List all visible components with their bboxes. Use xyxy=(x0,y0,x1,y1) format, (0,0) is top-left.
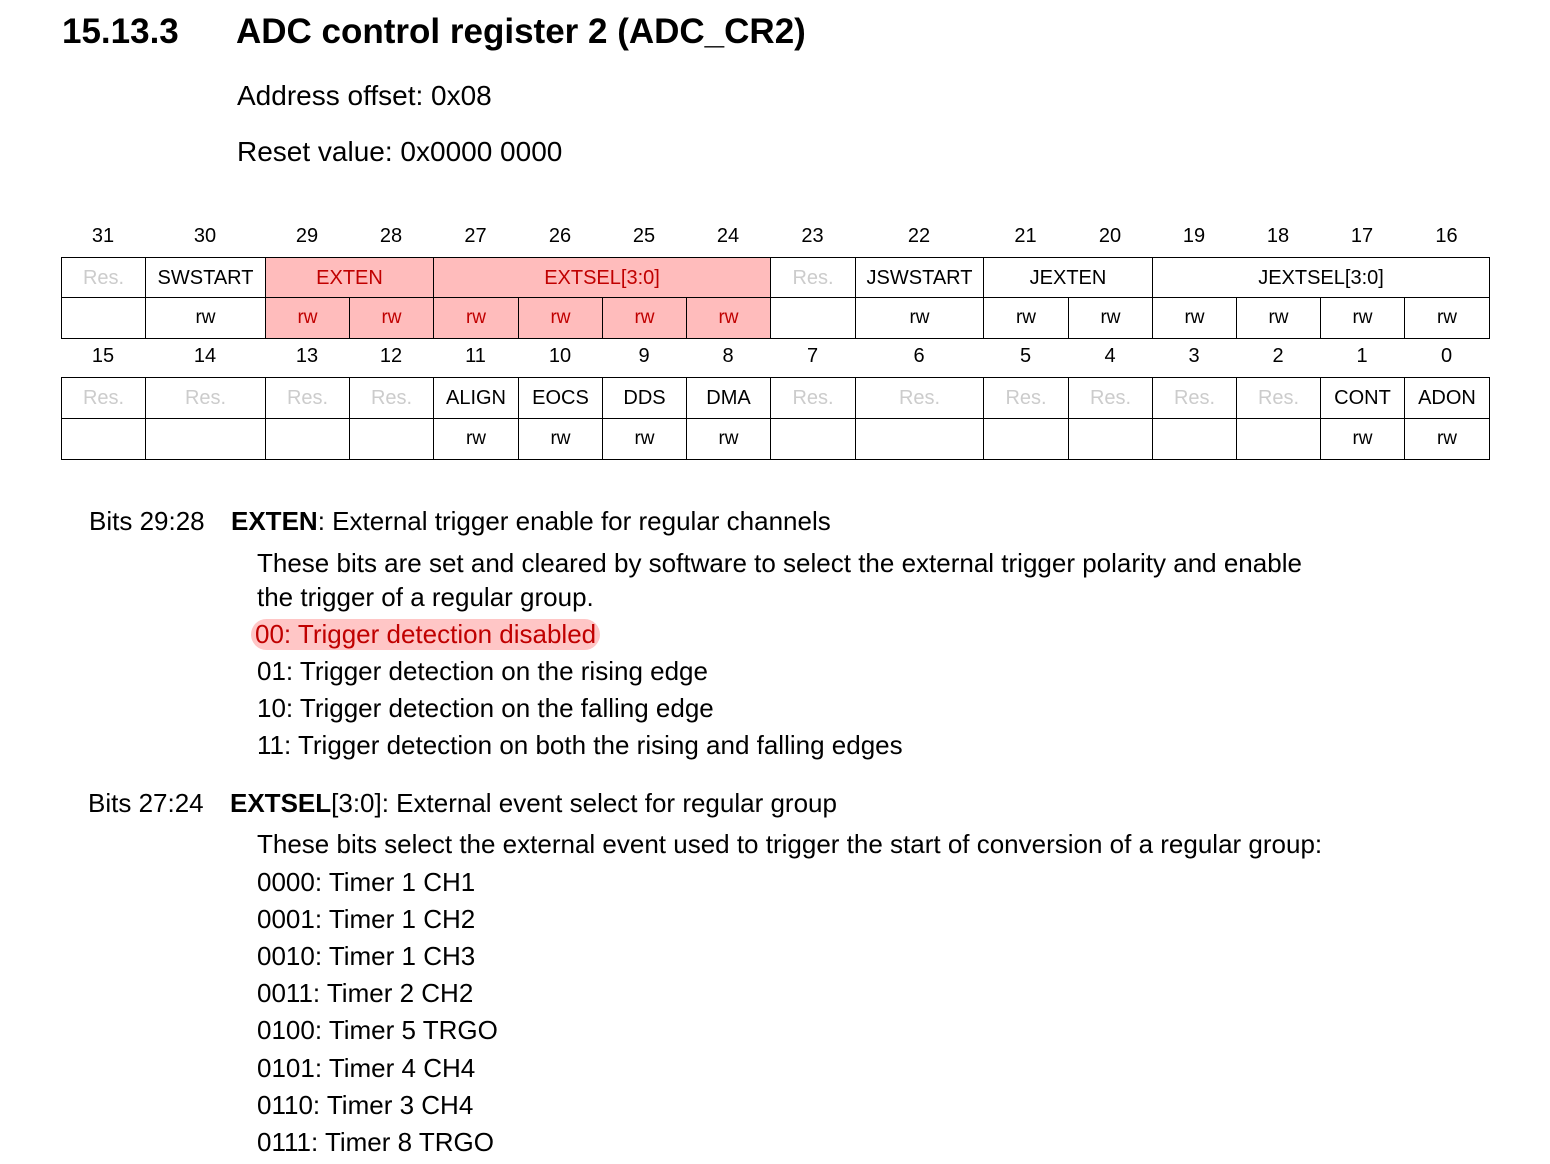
access-type xyxy=(1236,418,1321,460)
bit-number: 26 xyxy=(548,225,572,247)
reserved-field: Res. xyxy=(61,257,146,299)
reserved-field: Res. xyxy=(349,377,434,419)
access-type: rw xyxy=(1152,297,1237,339)
bit-number: 22 xyxy=(907,225,931,247)
field-swstart: SWSTART xyxy=(145,257,266,299)
access-type: rw xyxy=(602,297,687,339)
bit-number: 17 xyxy=(1350,225,1374,247)
bit-number: 13 xyxy=(295,345,319,367)
reserved-field: Res. xyxy=(770,377,856,419)
access-type xyxy=(61,297,146,339)
field-align: ALIGN xyxy=(433,377,519,419)
value-option: 11: Trigger detection on both the rising and falling edges xyxy=(257,730,903,760)
access-type: rw xyxy=(433,418,519,460)
value-option: 10: Trigger detection on the falling edge xyxy=(257,693,714,723)
section-number: 15.13.3 xyxy=(62,12,179,51)
bit-number: 14 xyxy=(193,345,217,367)
value-option: 0111: Timer 8 TRGO xyxy=(257,1127,494,1157)
access-type: rw xyxy=(1404,297,1490,339)
access-type xyxy=(349,418,434,460)
description-text: These bits are set and cleared by software to select the external trigger polarity and enable xyxy=(257,548,1302,578)
access-type: rw xyxy=(518,418,603,460)
reserved-field: Res. xyxy=(1236,377,1321,419)
bit-number: 31 xyxy=(91,225,115,247)
access-type: rw xyxy=(349,297,434,339)
bit-number: 6 xyxy=(913,345,925,367)
section-title: ADC control register 2 (ADC_CR2) xyxy=(236,12,806,51)
bit-number: 29 xyxy=(295,225,319,247)
access-type: rw xyxy=(983,297,1069,339)
access-type xyxy=(770,418,856,460)
reserved-field: Res. xyxy=(1152,377,1237,419)
reserved-field: Res. xyxy=(1068,377,1153,419)
field-cont: CONT xyxy=(1320,377,1405,419)
address-offset: Address offset: 0x08 xyxy=(237,80,492,111)
access-type: rw xyxy=(1404,418,1490,460)
access-type: rw xyxy=(855,297,984,339)
bit-number: 16 xyxy=(1435,225,1458,247)
bit-number: 4 xyxy=(1104,345,1116,367)
access-type xyxy=(1068,418,1153,460)
bit-number: 28 xyxy=(379,225,403,247)
bit-number: 25 xyxy=(632,225,656,247)
bit-number: 10 xyxy=(548,345,572,367)
bitfield-heading xyxy=(89,506,831,537)
field-dds: DDS xyxy=(602,377,687,419)
bit-number: 11 xyxy=(465,345,486,367)
bit-number: 0 xyxy=(1440,345,1453,367)
bit-number: 15 xyxy=(91,345,115,367)
value-option: 0101: Timer 4 CH4 xyxy=(257,1053,476,1083)
bit-range: Bits 27:24 xyxy=(88,788,204,818)
access-type: rw xyxy=(1320,297,1405,339)
field-jswstart: JSWSTART xyxy=(855,257,984,299)
access-type: rw xyxy=(686,418,771,460)
access-type: rw xyxy=(265,297,350,339)
field-dma: DMA xyxy=(686,377,771,419)
access-type: rw xyxy=(686,297,771,339)
access-type xyxy=(265,418,350,460)
access-type xyxy=(145,418,266,460)
field-adon: ADON xyxy=(1404,377,1490,419)
highlighted-option: 00: Trigger detection disabled xyxy=(251,619,600,650)
bit-number: 9 xyxy=(638,345,650,367)
access-type xyxy=(61,418,146,460)
value-option: 0110: Timer 3 CH4 xyxy=(257,1090,474,1120)
reserved-field: Res. xyxy=(770,257,856,299)
access-type: rw xyxy=(145,297,266,339)
reserved-field: Res. xyxy=(855,377,984,419)
field-extsel30: EXTSEL[3:0] xyxy=(433,257,771,299)
field-name: EXTEN xyxy=(231,506,318,536)
bit-number: 24 xyxy=(716,225,740,247)
value-option: 0001: Timer 1 CH2 xyxy=(257,904,476,934)
reserved-field: Res. xyxy=(145,377,266,419)
field-exten: EXTEN xyxy=(265,257,434,299)
value-option: 0000: Timer 1 CH1 xyxy=(257,867,476,897)
bit-number: 19 xyxy=(1182,225,1206,247)
reserved-field: Res. xyxy=(265,377,350,419)
bit-number: 27 xyxy=(464,225,487,247)
reserved-field: Res. xyxy=(983,377,1069,419)
bit-number: 3 xyxy=(1188,345,1200,367)
access-type: rw xyxy=(518,297,603,339)
access-type: rw xyxy=(602,418,687,460)
field-name: EXTSEL xyxy=(230,788,332,818)
reset-value: Reset value: 0x0000 0000 xyxy=(237,136,563,167)
value-option: 01: Trigger detection on the rising edge xyxy=(257,656,708,686)
access-type: rw xyxy=(1320,418,1405,460)
access-type xyxy=(983,418,1069,460)
bit-number: 12 xyxy=(379,345,403,367)
bit-number: 1 xyxy=(1356,345,1368,367)
value-option: 0010: Timer 1 CH3 xyxy=(257,941,476,971)
field-summary: [3:0]: External event select for regular group xyxy=(331,788,837,818)
bit-number: 23 xyxy=(801,225,824,247)
reserved-field: Res. xyxy=(61,377,146,419)
access-type xyxy=(855,418,984,460)
bit-number: 7 xyxy=(806,345,819,367)
access-type: rw xyxy=(1068,297,1153,339)
bit-number: 2 xyxy=(1272,345,1284,367)
value-option xyxy=(257,619,600,650)
description-text: These bits select the external event used to trigger the start of conversion of a regular group: xyxy=(257,829,1323,859)
bit-number: 18 xyxy=(1266,225,1290,247)
bit-number: 30 xyxy=(193,225,217,247)
bit-range: Bits 29:28 xyxy=(89,506,205,536)
bitfield-heading xyxy=(88,788,837,819)
access-type: rw xyxy=(1236,297,1321,339)
access-type: rw xyxy=(433,297,519,339)
field-summary: : External trigger enable for regular channels xyxy=(317,506,831,536)
value-option: 0011: Timer 2 CH2 xyxy=(257,978,474,1008)
field-jextsel30: JEXTSEL[3:0] xyxy=(1152,257,1490,299)
field-eocs: EOCS xyxy=(518,377,603,419)
bit-number: 21 xyxy=(1014,225,1037,247)
bit-number: 5 xyxy=(1019,345,1032,367)
access-type xyxy=(770,297,856,339)
bit-number: 20 xyxy=(1098,225,1122,247)
access-type xyxy=(1152,418,1237,460)
bit-number: 8 xyxy=(722,345,734,367)
field-jexten: JEXTEN xyxy=(983,257,1153,299)
value-option: 0100: Timer 5 TRGO xyxy=(257,1015,498,1045)
description-text: the trigger of a regular group. xyxy=(257,582,594,612)
